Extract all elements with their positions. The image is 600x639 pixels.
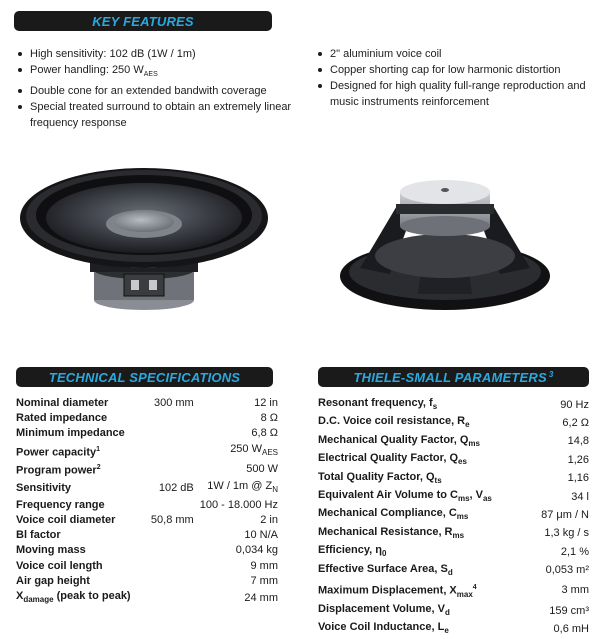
ts-label: Effective Surface Area, $S_d$ bbox=[318, 562, 453, 577]
ts-value: 90 Hz bbox=[560, 398, 589, 411]
spec-label: Sensitivity bbox=[16, 481, 72, 494]
spec-row bbox=[16, 498, 278, 513]
spec-value-2: 6,8 Ω bbox=[251, 427, 278, 440]
spec-row bbox=[16, 442, 278, 461]
technical-specifications-header bbox=[16, 367, 273, 387]
ts-row bbox=[318, 414, 589, 432]
ts-value: 0,6 mH bbox=[553, 622, 589, 635]
spec-row bbox=[16, 543, 278, 558]
ts-label: Displacement Volume, $V_d$ bbox=[318, 602, 450, 618]
key-features-header bbox=[14, 11, 272, 31]
spec-row bbox=[16, 396, 278, 411]
spec-label: Moving mass bbox=[16, 544, 86, 557]
spec-value-1: 50,8 mm bbox=[150, 513, 194, 526]
ts-row bbox=[318, 433, 589, 451]
features-left bbox=[16, 46, 301, 131]
ts-label: Equivalent Air Volume to $C_{ms}$, $V_{as}$ bbox=[318, 488, 492, 504]
spec-row bbox=[16, 426, 278, 441]
spec-value-2: 500 W bbox=[246, 463, 278, 476]
spec-value-1 bbox=[141, 559, 199, 574]
feature-item: 2" aluminium voice coil bbox=[316, 46, 596, 62]
ts-label: Maximum Displacement, $X_{max}^4$ bbox=[318, 583, 477, 599]
ts-label: Mechanical Quality Factor, $Q_{ms}$ bbox=[318, 433, 480, 448]
feature-item: Designed for high quality full-range reproduction and music instruments reinforcement bbox=[316, 78, 596, 110]
spec-label: Power capacity$^1$ bbox=[16, 445, 100, 459]
ts-label: Total Quality Factor, $Q_{ts}$ bbox=[318, 470, 442, 485]
ts-row bbox=[318, 562, 589, 580]
spec-value-2: 250 $W_{AES}$ bbox=[230, 442, 278, 458]
spec-row bbox=[16, 528, 278, 543]
spec-value-2: 100 - 18.000 Hz bbox=[199, 498, 278, 511]
spec-value-2: 24 mm bbox=[244, 591, 278, 604]
ts-row bbox=[318, 506, 589, 524]
spec-row bbox=[16, 411, 278, 426]
ts-value: 6,2 Ω bbox=[562, 416, 589, 429]
ts-label: Mechanical Compliance, $C_{ms}$ bbox=[318, 507, 469, 522]
ts-label: D.C. Voice coil resistance, $R_e$ bbox=[318, 415, 470, 430]
spec-value-2: 10 N/A bbox=[244, 529, 278, 542]
ts-value: 1,26 bbox=[567, 453, 589, 466]
ts-value: 14,8 bbox=[567, 435, 589, 448]
spec-label: Voice coil length bbox=[16, 559, 103, 572]
ts-value: 159 cm³ bbox=[549, 604, 589, 617]
spec-value-1 bbox=[141, 460, 199, 479]
spec-label: Bl factor bbox=[16, 529, 61, 542]
spec-row bbox=[16, 513, 278, 528]
spec-value-2: 12 in bbox=[254, 397, 278, 409]
spec-row bbox=[16, 559, 278, 574]
feature-item: Power handling: 250 $W_{AES}$ bbox=[16, 62, 301, 83]
feature-item: Copper shorting cap for low harmonic distortion bbox=[316, 62, 596, 78]
spec-value-1 bbox=[141, 411, 199, 426]
ts-value: 1,16 bbox=[567, 472, 589, 485]
features-right bbox=[316, 46, 596, 110]
feature-item: Special treated surround to obtain an extremely linear frequency response bbox=[16, 99, 301, 131]
thiele-small-header bbox=[318, 367, 589, 387]
spec-value-1 bbox=[141, 589, 199, 607]
key-features-title: KEY FEATURES bbox=[92, 13, 194, 29]
ts-row bbox=[318, 470, 589, 488]
spec-row bbox=[16, 479, 278, 497]
spec-value-1 bbox=[141, 543, 199, 558]
ts-row bbox=[318, 451, 589, 469]
ts-value: 87 μm / N bbox=[541, 508, 589, 521]
thiele-small-footnote: 3 bbox=[548, 370, 554, 379]
ts-row bbox=[318, 488, 589, 506]
speaker-back-image bbox=[338, 164, 552, 314]
ts-row bbox=[318, 620, 589, 638]
spec-value-2: 9 mm bbox=[250, 559, 278, 572]
spec-value-2: 8 Ω bbox=[260, 412, 278, 425]
spec-label: $X_{damage}$ (peak to peak) bbox=[16, 589, 131, 605]
spec-value-2: 2 in bbox=[260, 513, 278, 526]
spec-value-1 bbox=[141, 528, 199, 543]
spec-label: Air gap height bbox=[16, 574, 90, 587]
spec-value-1 bbox=[141, 574, 199, 589]
thiele-small-title: THIELE-SMALL PARAMETERS bbox=[353, 369, 547, 385]
spec-label: Minimum impedance bbox=[16, 427, 125, 440]
ts-value: 34 l bbox=[571, 490, 589, 503]
ts-label: Mechanical Resistance, $R_{ms}$ bbox=[318, 525, 465, 540]
ts-value: 0,053 m² bbox=[545, 564, 589, 577]
spec-row bbox=[16, 574, 278, 589]
spec-value-1 bbox=[141, 498, 199, 513]
ts-row bbox=[318, 543, 589, 561]
thiele-small-table bbox=[318, 396, 589, 639]
spec-value-1: 102 dB bbox=[158, 481, 194, 494]
spec-label: Nominal diameter bbox=[16, 397, 109, 409]
ts-value: 2,1 % bbox=[560, 545, 589, 558]
spec-row bbox=[16, 460, 278, 479]
spec-label: Voice coil diameter bbox=[16, 513, 116, 526]
ts-label: Voice Coil Inductance, $L_e$ bbox=[318, 621, 449, 636]
spec-row bbox=[16, 589, 278, 607]
spec-value-2: 0,034 kg bbox=[235, 544, 278, 557]
ts-value: 3 mm bbox=[561, 584, 589, 597]
ts-row bbox=[318, 525, 589, 543]
ts-value: 1,3 kg / s bbox=[544, 527, 589, 540]
ts-label: Electrical Quality Factor, $Q_{es}$ bbox=[318, 452, 467, 467]
spec-value-2: 1W / 1m @ $Z_N$ bbox=[207, 480, 278, 495]
spec-value-2: 7 mm bbox=[250, 574, 278, 587]
feature-item: Double cone for an extended bandwith coverage bbox=[16, 83, 301, 99]
spec-label: Program power$^2$ bbox=[16, 464, 101, 478]
ts-row bbox=[318, 396, 589, 414]
ts-row bbox=[318, 580, 589, 602]
spec-value-1: 300 mm bbox=[153, 397, 194, 409]
spec-value-1 bbox=[141, 442, 199, 461]
speaker-front-image bbox=[18, 162, 270, 312]
ts-label: Resonant frequency, $f_s$ bbox=[318, 397, 438, 412]
technical-specifications-title: TECHNICAL SPECIFICATIONS bbox=[48, 369, 241, 385]
spec-label: Rated impedance bbox=[16, 412, 108, 425]
ts-label: Efficiency, $\eta_0$ bbox=[318, 544, 387, 559]
spec-label: Frequency range bbox=[16, 498, 105, 511]
spec-value-1 bbox=[141, 426, 199, 441]
ts-row bbox=[318, 602, 589, 620]
feature-item: High sensitivity: 102 dB (1W / 1m) bbox=[16, 46, 301, 62]
technical-specifications-table bbox=[16, 396, 278, 607]
